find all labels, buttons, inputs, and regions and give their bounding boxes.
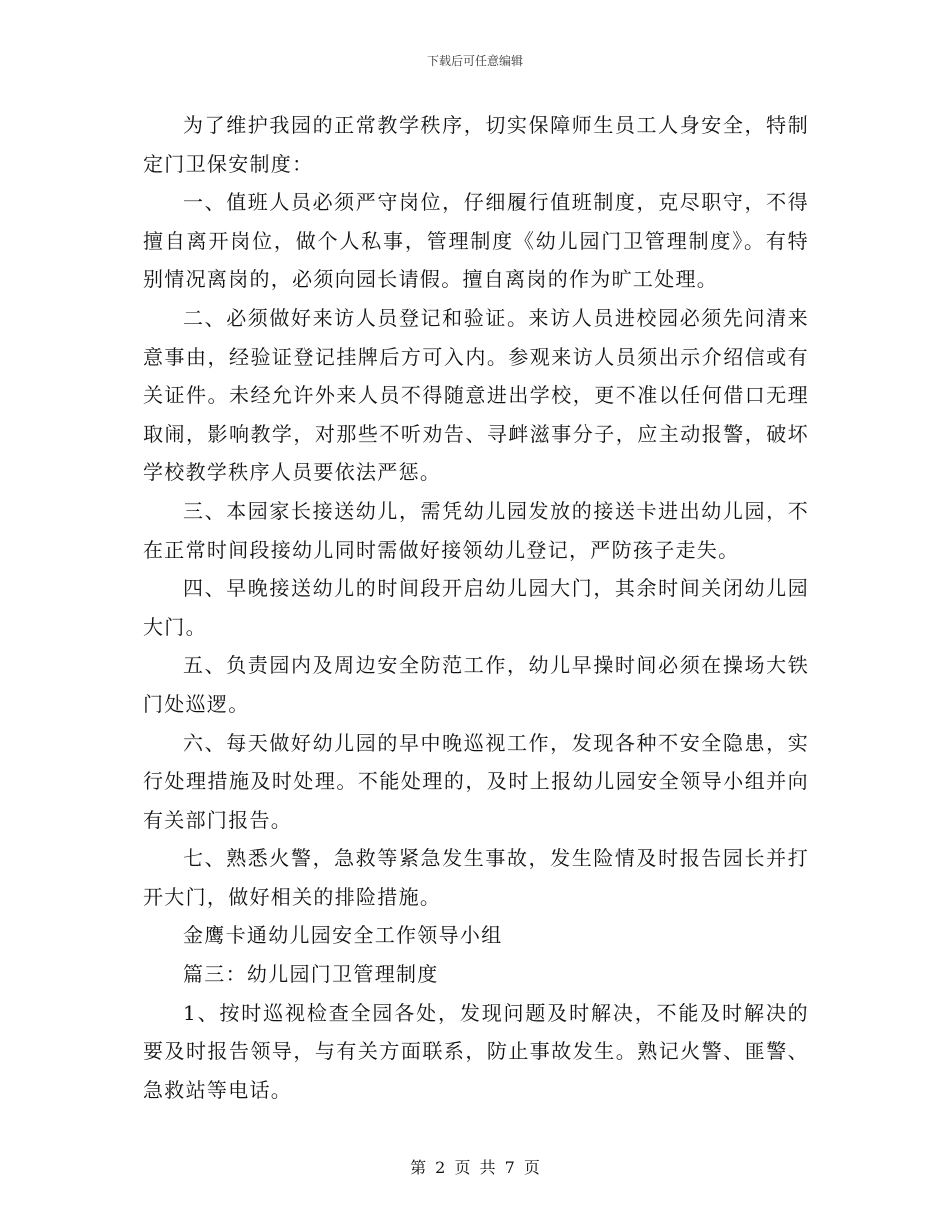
paragraph-rule-7: 七、熟悉火警，急救等紧急发生事故，发生险情及时报告园长并打开大门，做好相关的排险措施。 — [143, 846, 809, 909]
paragraph-rule-2: 二、必须做好来访人员登记和验证。来访人员进校园必须先问清来意事由，经验证登记挂牌后方可入内。参观来访人员须出示介绍信或有关证件。未经允许外来人员不得随意进出学校，更不准以任何借口无理取闹，影响教学，对那些不听劝告、寻衅滋事分子，应主动报警，破坏学校教学秩序人员要依法严惩。 — [143, 305, 809, 485]
page-number: 第 2 页 共 7 页 — [410, 1158, 540, 1177]
paragraph-intro: 为了维护我园的正常教学秩序，切实保障师生员工人身安全，特制定门卫保安制度： — [143, 113, 809, 176]
paragraph-rule-3: 三、本园家长接送幼儿，需凭幼儿园发放的接送卡进出幼儿园，不在正常时间段接幼儿同时需做好接领幼儿登记，严防孩子走失。 — [143, 498, 809, 562]
document-body — [143, 106, 809, 1109]
paragraph-rule-4: 四、早晚接送幼儿的时间段开启幼儿园大门，其余时间关闭幼儿园大门。 — [143, 576, 809, 639]
paragraph-rule-6: 六、每天做好幼儿园的早中晚巡视工作，发现各种不安全隐患，实行处理措施及时处理。不能处理的，及时上报幼儿园安全领导小组并向有关部门报告。 — [143, 730, 809, 832]
paragraph-signature: 金鹰卡通幼儿园安全工作领导小组 — [183, 923, 503, 948]
page-header-note: 下载后可任意编辑 — [426, 54, 523, 68]
paragraph-rule-1: 一、值班人员必须严守岗位，仔细履行值班制度，克尽职守，不得擅自离开岗位，做个人私事，管理制度《幼儿园门卫管理制度》。有特别情况离岗的，必须向园长请假。擅自离岗的作为旷工处理。 — [143, 190, 809, 292]
paragraph-rule-5: 五、负责园内及周边安全防范工作，幼儿早操时间必须在操场大铁门处巡逻。 — [143, 653, 809, 716]
section-heading: 篇三：幼儿园门卫管理制度 — [183, 962, 439, 987]
paragraph-item-1: 1、按时巡视检查全园各处，发现问题及时解决，不能及时解决的要及时报告领导，与有关方面联系，防止事故发生。熟记火警、匪警、急救站等电话。 — [143, 1000, 809, 1102]
